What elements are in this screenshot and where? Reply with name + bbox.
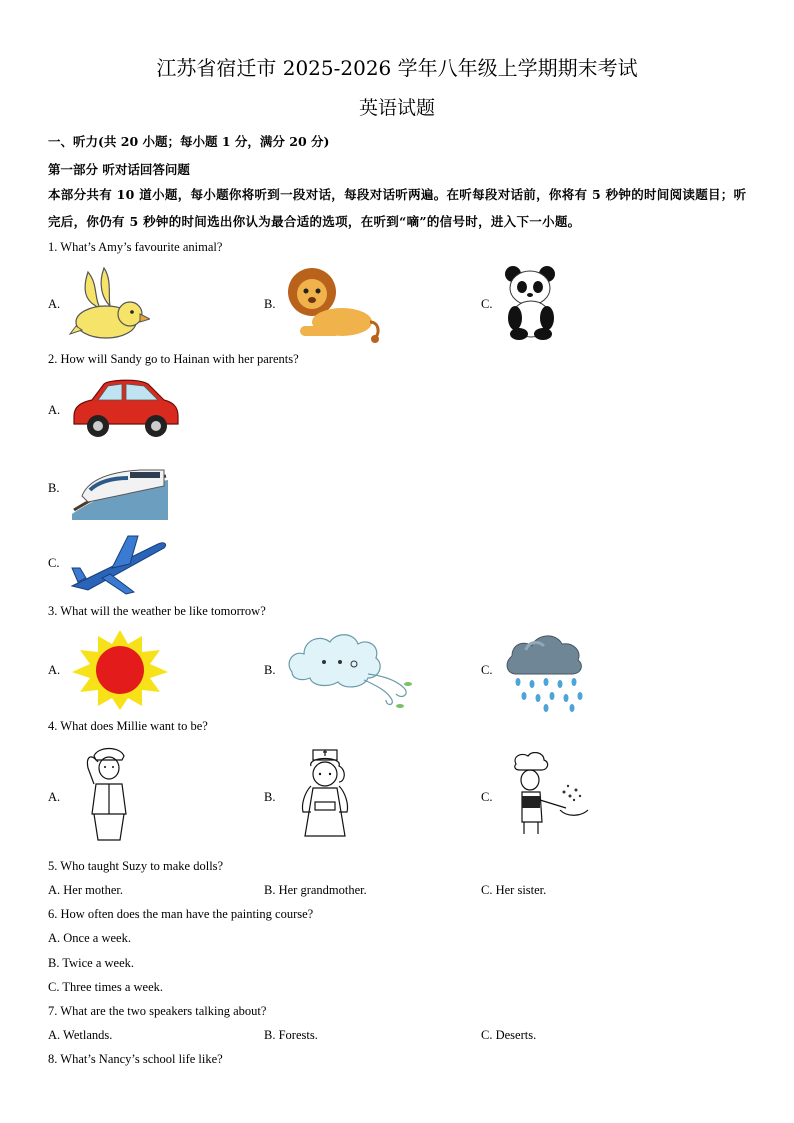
- q6-option-b[interactable]: B. Twice a week.: [48, 956, 135, 970]
- instructions: 本部分共有 10 道小题，每小题你将听到一段对话，每段对话听两遍。在听每段对话前，你将有 5 秒钟的时间阅读题目；听完后，你仍有 5 秒钟的时间选出你认为最合适的选项，在听到“嘀”的信号时，进入下一小题。: [48, 187, 747, 229]
- q4-option-c[interactable]: C.: [481, 790, 493, 804]
- q7-option-c[interactable]: C. Deserts.: [481, 1028, 537, 1042]
- q3-option-b[interactable]: B.: [264, 663, 276, 677]
- q2-option-b[interactable]: B.: [48, 481, 60, 495]
- q3-option-c[interactable]: C.: [481, 663, 493, 677]
- section-heading: 一、听力(共 20 小题；每小题 1 分，满分 20 分): [48, 134, 330, 149]
- q1-option-c[interactable]: C.: [481, 297, 493, 311]
- question-3: 3. What will the weather be like tomorrow?: [48, 604, 266, 618]
- q6-option-c[interactable]: C. Three times a week.: [48, 980, 164, 994]
- rain-cloud-icon: [502, 630, 586, 712]
- sun-icon: [72, 630, 168, 710]
- q6-option-a[interactable]: A. Once a week.: [48, 931, 131, 945]
- lion-icon: [284, 264, 386, 344]
- bird-icon: [68, 264, 150, 344]
- part-heading: 第一部分 听对话回答问题: [48, 162, 190, 177]
- q7-option-a[interactable]: A. Wetlands.: [48, 1028, 113, 1042]
- q7-option-b[interactable]: B. Forests.: [264, 1028, 318, 1042]
- question-6: 6. How often does the man have the painting course?: [48, 907, 314, 921]
- panda-icon: [501, 264, 563, 340]
- q1-option-b[interactable]: B.: [264, 297, 276, 311]
- q2-option-a[interactable]: A.: [48, 403, 61, 417]
- q5-option-a[interactable]: A. Her mother.: [48, 883, 123, 897]
- q4-option-b[interactable]: B.: [264, 790, 276, 804]
- chef-icon: [510, 752, 590, 836]
- airplane-icon: [68, 532, 168, 596]
- pilot-icon: [82, 744, 136, 842]
- train-icon: [68, 456, 170, 520]
- question-7: 7. What are the two speakers talking about?: [48, 1004, 267, 1018]
- page-title: 江苏省宿迁市 2025-2026 学年八年级上学期期末考试: [156, 56, 638, 80]
- q2-option-c[interactable]: C.: [48, 556, 60, 570]
- page-subtitle: 英语试题: [358, 97, 435, 119]
- wind-cloud-icon: [284, 628, 416, 710]
- question-5: 5. Who taught Suzy to make dolls?: [48, 859, 224, 873]
- car-icon: [68, 376, 180, 442]
- q5-option-b[interactable]: B. Her grandmother.: [264, 883, 367, 897]
- q4-option-a[interactable]: A.: [48, 790, 61, 804]
- question-4: 4. What does Millie want to be?: [48, 719, 208, 733]
- q1-option-a[interactable]: A.: [48, 297, 61, 311]
- q3-option-a[interactable]: A.: [48, 663, 61, 677]
- question-2: 2. How will Sandy go to Hainan with her parents?: [48, 352, 299, 366]
- q5-option-c[interactable]: C. Her sister.: [481, 883, 547, 897]
- question-1: 1. What’s Amy’s favourite animal?: [48, 240, 223, 254]
- question-8: 8. What’s Nancy’s school life like?: [48, 1052, 223, 1066]
- nurse-icon: [293, 748, 357, 844]
